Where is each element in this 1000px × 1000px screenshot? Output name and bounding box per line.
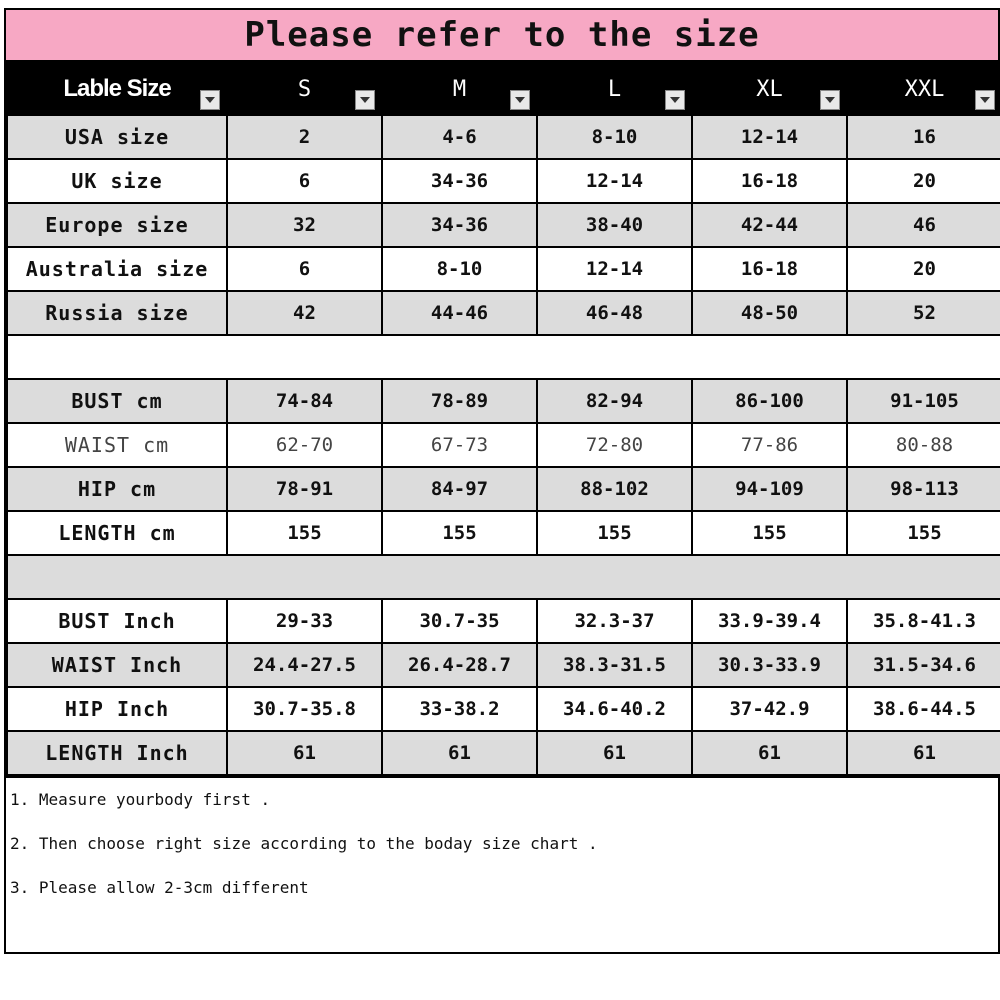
filter-dropdown-icon[interactable] [200, 90, 220, 110]
table-cell: 155 [692, 511, 847, 555]
row-label: USA size [7, 115, 227, 159]
table-cell: 12-14 [537, 159, 692, 203]
table-cell: 61 [692, 731, 847, 775]
table-cell: 80-88 [847, 423, 1000, 467]
table-row [7, 423, 1000, 467]
table-cell: 155 [537, 511, 692, 555]
table-cell: 98-113 [847, 467, 1000, 511]
table-cell: 16 [847, 115, 1000, 159]
notes-box [6, 776, 998, 952]
table-row [7, 379, 1000, 423]
table-cell: 20 [847, 247, 1000, 291]
table-cell: 91-105 [847, 379, 1000, 423]
table-row [7, 247, 1000, 291]
table-cell: 38.3-31.5 [537, 643, 692, 687]
table-cell: 42 [227, 291, 382, 335]
table-row [7, 511, 1000, 555]
table-cell: 52 [847, 291, 1000, 335]
table-cell: 88-102 [537, 467, 692, 511]
table-cell: 61 [382, 731, 537, 775]
table-cell: 16-18 [692, 247, 847, 291]
size-label: M [452, 76, 467, 102]
table-row [7, 291, 1000, 335]
header-size-m[interactable] [382, 63, 537, 115]
table-row [7, 687, 1000, 731]
row-label: WAIST Inch [7, 643, 227, 687]
table-cell: 72-80 [537, 423, 692, 467]
table-cell: 2 [227, 115, 382, 159]
size-label: XL [756, 76, 783, 102]
table-cell: 84-97 [382, 467, 537, 511]
table-cell: 48-50 [692, 291, 847, 335]
size-chart-sheet [4, 8, 1000, 954]
table-cell: 67-73 [382, 423, 537, 467]
row-label: HIP cm [7, 467, 227, 511]
filter-dropdown-icon[interactable] [820, 90, 840, 110]
header-size-xl[interactable] [692, 63, 847, 115]
header-size-s[interactable] [227, 63, 382, 115]
header-label: Lable Size [63, 75, 171, 102]
table-cell: 34.6-40.2 [537, 687, 692, 731]
table-cell: 34-36 [382, 203, 537, 247]
table-cell: 32.3-37 [537, 599, 692, 643]
table-cell: 155 [227, 511, 382, 555]
table-cell: 12-14 [537, 247, 692, 291]
table-cell: 38.6-44.5 [847, 687, 1000, 731]
table-cell: 61 [537, 731, 692, 775]
table-cell: 38-40 [537, 203, 692, 247]
table-row [7, 115, 1000, 159]
spacer-row [7, 335, 1000, 379]
table-cell: 6 [227, 159, 382, 203]
row-label: LENGTH Inch [7, 731, 227, 775]
header-row [7, 63, 1000, 115]
spacer-row [7, 555, 1000, 599]
table-cell: 6 [227, 247, 382, 291]
table-cell: 86-100 [692, 379, 847, 423]
row-label: LENGTH cm [7, 511, 227, 555]
row-label: UK size [7, 159, 227, 203]
note-line: 2. Then choose right size according to the boday size chart . [10, 834, 598, 853]
table-cell: 42-44 [692, 203, 847, 247]
table-cell: 155 [382, 511, 537, 555]
filter-dropdown-icon[interactable] [975, 90, 995, 110]
table-cell: 82-94 [537, 379, 692, 423]
table-cell: 155 [847, 511, 1000, 555]
chart-title: Please refer to the size [6, 10, 998, 62]
header-label-cell[interactable] [7, 63, 227, 115]
note-line: 1. Measure yourbody first . [10, 790, 271, 809]
table-cell: 37-42.9 [692, 687, 847, 731]
table-cell: 44-46 [382, 291, 537, 335]
table-cell: 16-18 [692, 159, 847, 203]
row-label: BUST Inch [7, 599, 227, 643]
size-table [6, 62, 1000, 776]
table-cell: 30.7-35 [382, 599, 537, 643]
note-line: 3. Please allow 2-3cm different [10, 878, 309, 897]
table-cell: 94-109 [692, 467, 847, 511]
table-row [7, 599, 1000, 643]
table-cell: 46 [847, 203, 1000, 247]
table-row [7, 203, 1000, 247]
table-cell: 4-6 [382, 115, 537, 159]
table-cell: 33-38.2 [382, 687, 537, 731]
table-cell: 62-70 [227, 423, 382, 467]
row-label: Russia size [7, 291, 227, 335]
spacer-cell [7, 335, 1000, 379]
table-cell: 26.4-28.7 [382, 643, 537, 687]
table-cell: 78-89 [382, 379, 537, 423]
table-cell: 12-14 [692, 115, 847, 159]
row-label: WAIST cm [7, 423, 227, 467]
table-cell: 33.9-39.4 [692, 599, 847, 643]
header-size-xxl[interactable] [847, 63, 1000, 115]
table-cell: 30.3-33.9 [692, 643, 847, 687]
table-cell: 34-36 [382, 159, 537, 203]
table-cell: 77-86 [692, 423, 847, 467]
row-label: HIP Inch [7, 687, 227, 731]
table-cell: 31.5-34.6 [847, 643, 1000, 687]
table-cell: 30.7-35.8 [227, 687, 382, 731]
table-cell: 74-84 [227, 379, 382, 423]
filter-dropdown-icon[interactable] [355, 90, 375, 110]
table-row [7, 467, 1000, 511]
table-cell: 35.8-41.3 [847, 599, 1000, 643]
spacer-cell [7, 555, 1000, 599]
table-cell: 32 [227, 203, 382, 247]
table-cell: 20 [847, 159, 1000, 203]
filter-dropdown-icon[interactable] [510, 90, 530, 110]
table-cell: 61 [227, 731, 382, 775]
filter-dropdown-icon[interactable] [665, 90, 685, 110]
table-cell: 24.4-27.5 [227, 643, 382, 687]
table-cell: 46-48 [537, 291, 692, 335]
row-label: BUST cm [7, 379, 227, 423]
row-label: Australia size [7, 247, 227, 291]
table-cell: 78-91 [227, 467, 382, 511]
table-cell: 61 [847, 731, 1000, 775]
table-row [7, 643, 1000, 687]
header-size-l[interactable] [537, 63, 692, 115]
table-cell: 8-10 [537, 115, 692, 159]
size-label: L [607, 76, 622, 102]
table-cell: 29-33 [227, 599, 382, 643]
row-label: Europe size [7, 203, 227, 247]
table-row [7, 159, 1000, 203]
size-label: XXL [904, 76, 945, 102]
table-cell: 8-10 [382, 247, 537, 291]
table-row [7, 731, 1000, 775]
size-label: S [297, 76, 312, 102]
